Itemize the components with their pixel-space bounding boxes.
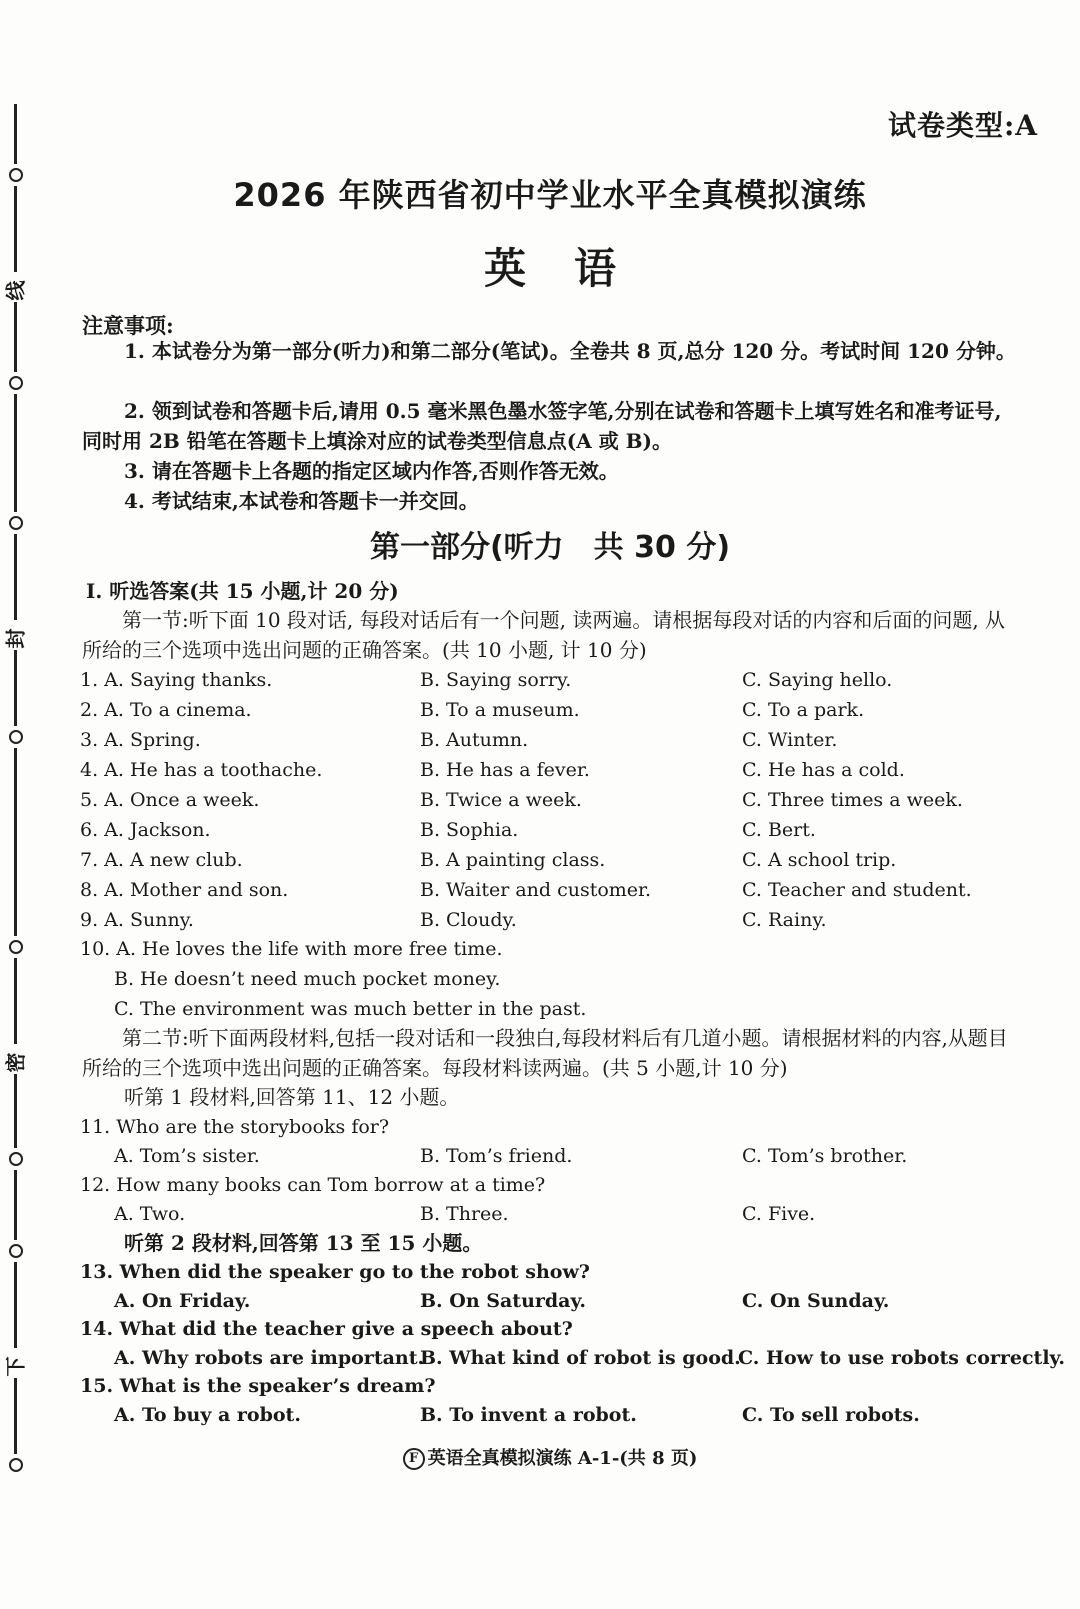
question-row xyxy=(80,1343,1066,1373)
note-item: 4. 考试结束,本试卷和答题卡一并交回。 xyxy=(124,489,479,513)
section1-instruction: 第一节:听下面 10 段对话, 每段对话后有一个问题, 读两遍。请根据每段对话的内容和后面的问题, 从所给的三个选项中选出问题的正确答案。(共 10 小题, 计 10 分) xyxy=(82,608,1006,662)
section-heading: Ⅰ. 听选答案(共 15 小题,计 20 分) xyxy=(86,579,399,603)
binding-line xyxy=(14,748,17,936)
option-c: C. To sell robots. xyxy=(742,1404,920,1426)
option-c: C. A school trip. xyxy=(742,849,897,871)
question-row xyxy=(80,1400,1040,1430)
page-footer xyxy=(0,1444,1080,1470)
note-item: 2. 领到试卷和答题卡后,请用 0.5 毫米黑色墨水签字笔,分别在试卷和答题卡上填写姓名和准考证号,同时用 2B 铅笔在答题卡上填涂对应的试卷类型信息点(A 或 B)。 xyxy=(82,399,1002,453)
option-b: B. Sophia. xyxy=(420,819,519,841)
question-row xyxy=(80,1199,1040,1229)
question-text: 14. What did the teacher give a speech about? xyxy=(80,1318,573,1340)
option-a: A. Why robots are important. xyxy=(114,1347,425,1369)
question-row xyxy=(80,905,1040,935)
question-row xyxy=(80,994,1040,1024)
binding-hole xyxy=(9,940,23,954)
option-a: A. Tom’s sister. xyxy=(114,1145,260,1167)
option-a: 6. A. Jackson. xyxy=(80,819,211,841)
option-a: A. Two. xyxy=(114,1203,186,1225)
binding-line xyxy=(14,650,17,726)
option-a: 5. A. Once a week. xyxy=(80,789,260,811)
binding-line xyxy=(14,1170,17,1240)
question-row xyxy=(80,964,1040,994)
question-row xyxy=(80,875,1040,905)
option-b: B. Saying sorry. xyxy=(420,669,572,691)
exam-title: 2026 年陕西省初中学业水平全真模拟演练 xyxy=(233,176,867,214)
option-b: B. Cloudy. xyxy=(420,909,517,931)
binding-line xyxy=(14,104,17,164)
question-stem xyxy=(80,1170,1040,1200)
question-text: 13. When did the speaker go to the robot show? xyxy=(80,1261,590,1283)
binding-line xyxy=(14,1262,17,1348)
binding-char-feng: 封 xyxy=(0,629,29,649)
option-c: C. The environment was much better in the past. xyxy=(114,998,587,1020)
option-a: A. To buy a robot. xyxy=(114,1404,301,1426)
option-b: B. Tom’s friend. xyxy=(420,1145,573,1167)
option-a: 3. A. Spring. xyxy=(80,729,201,751)
option-c: C. On Sunday. xyxy=(742,1290,890,1312)
option-b: B. Waiter and customer. xyxy=(420,879,652,901)
paper-type-label: 试卷类型:A xyxy=(887,109,1038,142)
question-row xyxy=(80,1141,1040,1171)
option-c: C. How to use robots correctly. xyxy=(738,1347,1066,1369)
note-item: 3. 请在答题卡上各题的指定区域内作答,否则作答无效。 xyxy=(124,459,619,483)
question-stem xyxy=(80,1314,1040,1344)
option-b: B. Three. xyxy=(420,1203,509,1225)
option-a: 2. A. To a cinema. xyxy=(80,699,252,721)
option-c: C. Three times a week. xyxy=(742,789,963,811)
binding-line xyxy=(14,302,17,372)
option-a: 10. A. He loves the life with more free time. xyxy=(80,938,503,960)
part-title: 第一部分(听力 共 30 分) xyxy=(369,530,731,565)
question-row xyxy=(80,755,1040,785)
option-c: C. Saying hello. xyxy=(742,669,893,691)
binding-char-mi: 密 xyxy=(0,1053,29,1073)
option-a: 8. A. Mother and son. xyxy=(80,879,289,901)
option-b: B. A painting class. xyxy=(420,849,606,871)
circled-f-icon: F xyxy=(403,1448,425,1470)
question-text: 11. Who are the storybooks for? xyxy=(80,1116,390,1138)
subject-title: 英语 xyxy=(483,244,664,293)
option-c: C. Five. xyxy=(742,1203,816,1225)
binding-line xyxy=(14,1378,17,1454)
binding-hole xyxy=(9,730,23,744)
option-c: C. To a park. xyxy=(742,699,865,721)
question-text: 15. What is the speaker’s dream? xyxy=(80,1375,436,1397)
option-b: B. He doesn’t need much pocket money. xyxy=(114,968,501,990)
option-b: B. He has a fever. xyxy=(420,759,590,781)
listen-material-2: 听第 2 段材料,回答第 13 至 15 小题。 xyxy=(124,1231,483,1255)
binding-hole xyxy=(9,376,23,390)
option-a: A. On Friday. xyxy=(114,1290,251,1312)
binding-hole xyxy=(9,1244,23,1258)
question-text: 12. How many books can Tom borrow at a time? xyxy=(80,1174,546,1196)
binding-line xyxy=(14,958,17,1044)
note-item: 1. 本试卷分为第一部分(听力)和第二部分(笔试)。全卷共 8 页,总分 120 分。考试时间 120 分钟。 xyxy=(124,339,1016,363)
option-c: C. Tom’s brother. xyxy=(742,1145,908,1167)
binding-char-xian: 线 xyxy=(0,281,29,301)
option-a: 9. A. Sunny. xyxy=(80,909,194,931)
question-row xyxy=(80,665,1040,695)
binding-hole xyxy=(9,1152,23,1166)
option-c: C. Winter. xyxy=(742,729,838,751)
question-row xyxy=(80,1286,1040,1316)
option-c: C. Rainy. xyxy=(742,909,827,931)
footer-text: 英语全真模拟演练 A-1-(共 8 页) xyxy=(427,1448,698,1469)
option-b: B. Autumn. xyxy=(420,729,529,751)
option-a: 1. A. Saying thanks. xyxy=(80,669,273,691)
option-b: B. What kind of robot is good. xyxy=(420,1347,741,1369)
question-row xyxy=(80,695,1040,725)
question-row xyxy=(80,815,1040,845)
section2-instruction: 第二节:听下面两段材料,包括一段对话和一段独白,每段材料后有几道小题。请根据材料的内容,从题目所给的三个选项中选出问题的正确答案。每段材料读两遍。(共 5 小题,计 10 分) xyxy=(82,1026,1008,1080)
option-c: C. Bert. xyxy=(742,819,816,841)
notes-title: 注意事项: xyxy=(82,313,174,338)
option-b: B. Twice a week. xyxy=(420,789,582,811)
binding-line xyxy=(14,394,17,512)
option-b: B. To invent a robot. xyxy=(420,1404,637,1426)
question-row xyxy=(80,725,1040,755)
option-a: 4. A. He has a toothache. xyxy=(80,759,323,781)
question-stem xyxy=(80,1371,1040,1401)
question-stem xyxy=(80,1257,1040,1287)
option-a: 7. A. A new club. xyxy=(80,849,243,871)
option-b: B. To a museum. xyxy=(420,699,580,721)
listen-material-1: 听第 1 段材料,回答第 11、12 小题。 xyxy=(124,1085,460,1109)
option-b: B. On Saturday. xyxy=(420,1290,586,1312)
binding-char-xia: 下 xyxy=(0,1357,29,1377)
question-row xyxy=(80,785,1040,815)
binding-line xyxy=(14,1074,17,1148)
question-row xyxy=(80,934,1040,964)
option-c: C. Teacher and student. xyxy=(742,879,972,901)
question-stem xyxy=(80,1112,1040,1142)
question-row xyxy=(80,845,1040,875)
option-c: C. He has a cold. xyxy=(742,759,905,781)
